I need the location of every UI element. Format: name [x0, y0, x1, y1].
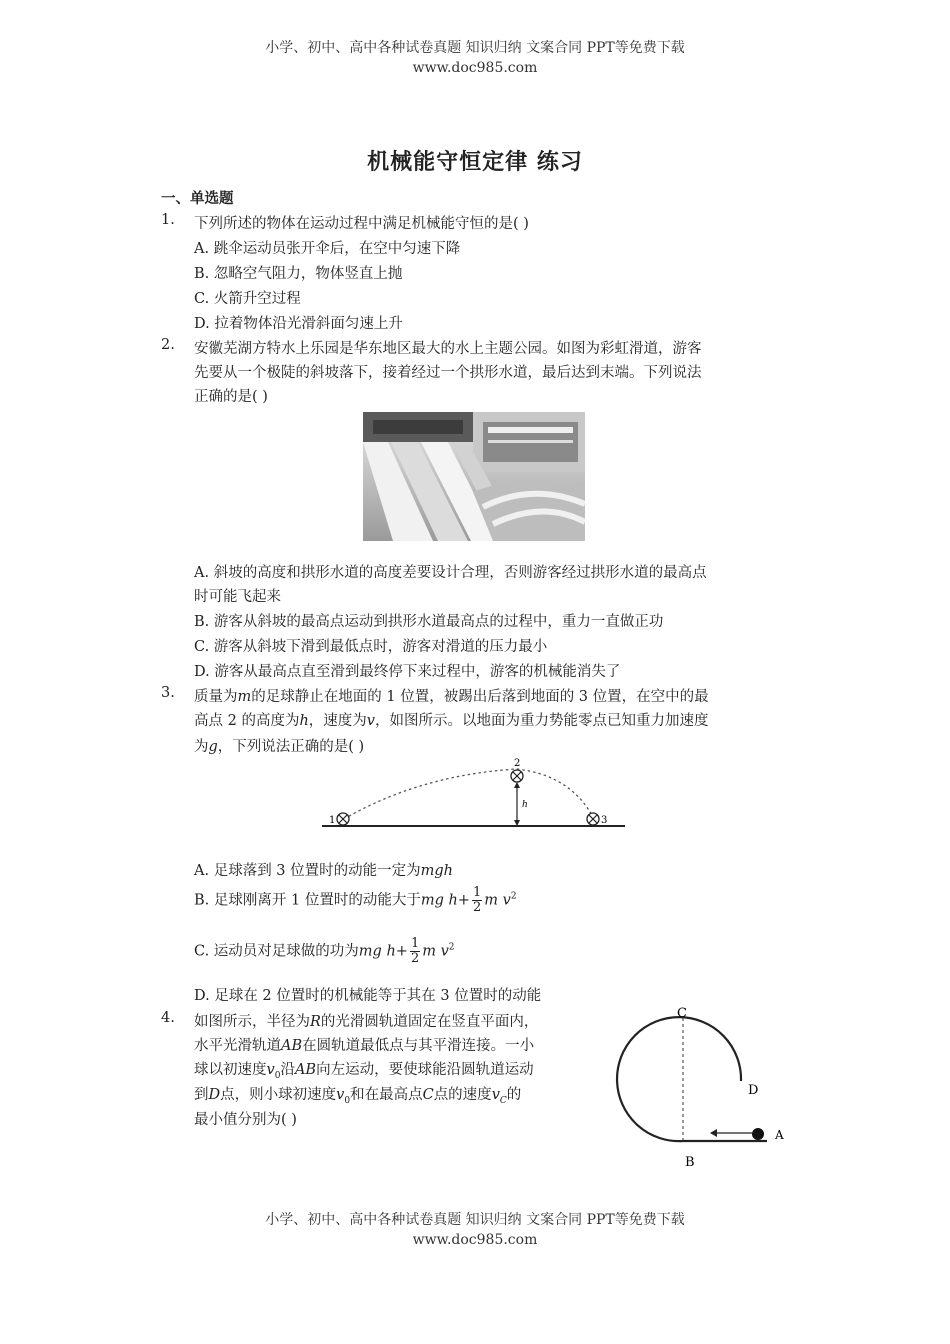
- label-a: A: [775, 1128, 784, 1142]
- q2-option-c: C. 游客从斜坡下滑到最低点时，游客对滑道的压力最小: [194, 639, 548, 655]
- q3-option-b: B. 足球刚离开 1 位置时的动能大于mg h+ $\frac{1}{2}$ m $v^2$: [194, 885, 517, 915]
- q3-option-a: A. 足球落到 3 位置时的动能一定为mgh: [194, 863, 454, 879]
- ball-position-1: [337, 813, 349, 825]
- q3-stem-line: 高点 2 的高度为h，速度为v，如图所示。以地面为重力势能零点已知重力加速度: [194, 713, 709, 729]
- label-b: B: [685, 1155, 695, 1170]
- q1-option-a: A. 跳伞运动员张开伞后，在空中匀速下降: [194, 241, 461, 257]
- q3-stem-line: 为g，下列说法正确的是( ): [194, 739, 365, 755]
- label-d: D: [748, 1083, 759, 1098]
- q3-option-c: C. 运动员对足球做的功为mg h+ $\frac{1}{2}$ m $v^2$: [194, 936, 455, 966]
- q3-option-d: D. 足球在 2 位置时的机械能等于其在 3 位置时的动能: [194, 988, 542, 1004]
- page-title: 机械能守恒定律 练习: [367, 149, 583, 175]
- q2-stem-line: 先要从一个极陡的斜坡落下，接着经过一个拱形水道，最后达到末端。下列说法: [194, 365, 702, 381]
- q4-stem-line: 水平光滑轨道AB在圆轨道最低点与其平滑连接。一小: [194, 1038, 535, 1054]
- page-header: [0, 38, 950, 78]
- q4-number: 4.: [161, 1010, 175, 1026]
- q1-option-c: C. 火箭升空过程: [194, 291, 301, 307]
- label-c: C: [677, 1006, 687, 1021]
- ball-position-2: [511, 770, 523, 782]
- section-heading: 一、单选题: [161, 190, 234, 207]
- water-slide-photo: [363, 412, 585, 541]
- q3-stem-line: 质量为m的足球静止在地面的 1 位置，被踢出后落到地面的 3 位置，在空中的最: [194, 689, 709, 705]
- page-footer: [0, 1210, 950, 1250]
- q1-number: 1.: [161, 212, 175, 228]
- q4-stem-line: 如图所示，半径为R的光滑圆轨道固定在竖直平面内，: [194, 1014, 539, 1030]
- q2-stem-line: 正确的是( ): [194, 389, 268, 405]
- label-position-3: 3: [601, 815, 608, 826]
- q4-stem-line: 最小值分别为( ): [194, 1112, 297, 1128]
- q3-number: 3.: [161, 685, 175, 701]
- label-position-1: 1: [329, 815, 336, 826]
- label-h: h: [522, 800, 528, 810]
- header-url: www.doc985.com: [412, 60, 538, 76]
- q1-stem: 下列所述的物体在运动过程中满足机械能守恒的是( ): [194, 216, 529, 232]
- q2-option-a: A. 斜坡的高度和拱形水道的高度差要设计合理，否则游客经过拱形水道的最高点: [194, 565, 707, 581]
- footer-url: www.doc985.com: [412, 1232, 538, 1248]
- q1-option-d: D. 拉着物体沿光滑斜面匀速上升: [194, 316, 403, 332]
- q4-stem-line: 球以初速度$v_0$沿AB向左运动，要使球能沿圆轨道运动: [194, 1062, 534, 1081]
- football-trajectory-figure: [320, 755, 630, 835]
- q4-stem-line: 到D点，则小球初速度$v_0$和在最高点C点的速度$v_C$的: [194, 1087, 522, 1106]
- ball: [752, 1128, 764, 1140]
- trajectory-dashed: [344, 769, 593, 819]
- q1-option-b: B. 忽略空气阻力，物体竖直上抛: [194, 266, 403, 282]
- footer-text: 小学、初中、高中各种试卷真题 知识归纳 文案合同 PPT等免费下载: [265, 1212, 685, 1228]
- q2-option-d: D. 游客从最高点直至滑到最终停下来过程中，游客的机械能消失了: [194, 664, 621, 680]
- q2-option-a-cont: 时可能飞起来: [194, 589, 281, 605]
- q2-number: 2.: [161, 337, 175, 353]
- q2-option-b: B. 游客从斜坡的最高点运动到拱形水道最高点的过程中，重力一直做正功: [194, 614, 664, 630]
- q2-stem-line: 安徽芜湖方特水上乐园是华东地区最大的水上主题公园。如图为彩虹滑道，游客: [194, 341, 702, 357]
- circular-track-figure: [615, 1000, 805, 1175]
- ball-position-3: [587, 813, 599, 825]
- circular-track: [617, 1017, 741, 1141]
- label-position-2: 2: [514, 758, 521, 769]
- header-text: 小学、初中、高中各种试卷真题 知识归纳 文案合同 PPT等免费下载: [265, 40, 685, 56]
